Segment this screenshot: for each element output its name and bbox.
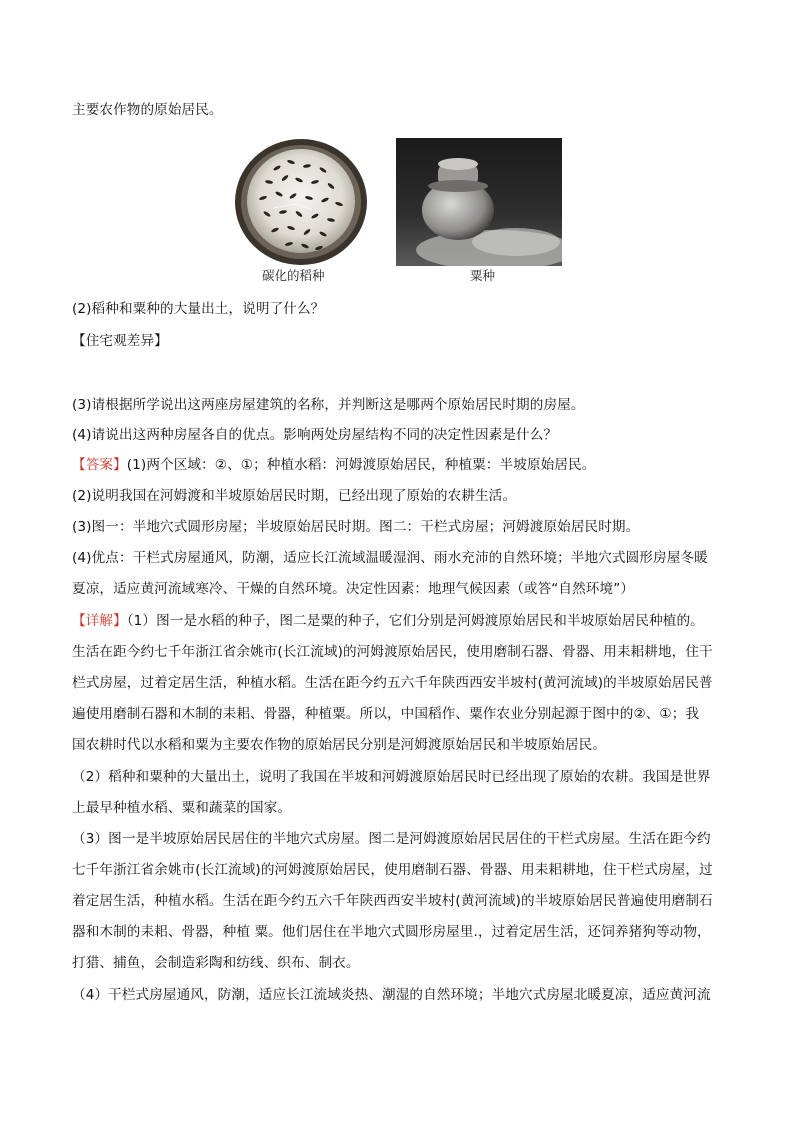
detail-1-line-2: 生活在距今约七千年浙江省余姚市(长江流域)的河姆渡原始居民，使用磨制石器、骨器、用耒耜耕地，住干 (72, 644, 713, 660)
answer-line-1 (72, 455, 732, 475)
detail-3-line-2: 七千年浙江省余姚市(长江流域)的河姆渡原始居民，使用磨制石器、骨器、用耒耜耕地，住干栏式房屋，过 (72, 862, 713, 878)
detail-2-line-1: （2）稻种和粟种的大量出土，说明了我国在半坡和河姆渡原始居民时已经出现了原始的农耕。我国是世界 (72, 769, 711, 785)
detail-4-line-1: （4）干栏式房屋通风，防潮，适应长江流域炎热、潮湿的自然环境；半地穴式房屋北暖夏凉，适应黄河流 (72, 987, 711, 1003)
answer-3: (3)图一：半地穴式圆形房屋；半坡原始居民时期。图二：干栏式房屋；河姆渡原始居民时期。 (72, 519, 640, 535)
question-4: (4)请说出这两种房屋各自的优点。影响两处房屋结构不同的决定性因素是什么？ (72, 427, 558, 443)
millet-seed-image (396, 138, 562, 266)
left-figure-caption: 碳化的稻种 (262, 268, 325, 283)
detail-2-line-2: 上最早种植水稻、粟和蔬菜的国家。 (72, 800, 292, 816)
detail-line-1 (72, 611, 732, 631)
detail-3-line-3: 着定居生活，种植水稻。生活在距今约五六千年陕西西安半坡村(黄河流域)的半坡原始居民普遍使用磨制石 (72, 893, 713, 909)
detail-3-line-5: 打猎、捕鱼，会制造彩陶和纺线、织布、制衣。 (72, 955, 360, 971)
intro-text: 主要农作物的原始居民。 (72, 102, 223, 118)
detail-1-line-4: 遍使用磨制石器和木制的耒耜、骨器，种植粟。所以，中国稻作、粟作农业分别起源于图中的②、①；我 (72, 706, 700, 722)
detail-1-line-5: 国农耕时代以水稻和粟为主要农作物的原始居民分别是河姆渡原始居民和半坡原始居民。 (72, 737, 607, 753)
detail-3-line-1: （3）图一是半坡原始居民居住的半地穴式房屋。图二是河姆渡原始居民居住的干栏式房屋。生活在距今约 (72, 831, 711, 847)
carbonized-rice-seed-image (233, 138, 369, 266)
question-3: (3)请根据所学说出这两座房屋建筑的名称，并判断这是哪两个原始居民时期的房屋。 (72, 397, 585, 413)
answer-4-line-2: 夏凉，适应黄河流域寒冷、干燥的自然环境。决定性因素：地理气候因素（或答“自然环境”） (72, 581, 635, 597)
answer-2: (2)说明我国在河姆渡和半坡原始居民时期，已经出现了原始的农耕生活。 (72, 488, 517, 504)
detail-label: 【详解】 (72, 613, 127, 629)
question-2: (2)稻种和粟种的大量出土，说明了什么？ (72, 301, 325, 317)
right-figure-caption: 粟种 (470, 268, 496, 283)
answer-label: 【答案】 (72, 457, 127, 473)
section-heading: 【住宅观差异】 (72, 333, 168, 349)
answer-4-line-1: (4)优点：干栏式房屋通风，防潮，适应长江流域温暖湿润、雨水充沛的自然环境；半地穴式圆形房屋冬暖 (72, 550, 708, 566)
detail-3-line-4: 器和木制的耒耜、骨器，种植 粟。他们居住在半地穴式圆形房屋里.，过着定居生活，还饲养猪狗等动物， (72, 924, 711, 940)
detail-1-text: （1）图一是水稻的种子，图二是粟的种子，它们分别是河姆渡原始居民和半坡原始居民种植的。 (126, 613, 704, 629)
answer-1-text: (1)两个区域：②、①；种植水稻：河姆渡原始居民，种植粟：半坡原始居民。 (126, 457, 596, 473)
detail-1-line-3: 栏式房屋，过着定居生活，种植水稻。生活在距今约五六千年陕西西安半坡村(黄河流域)的半坡原始居民普 (72, 675, 713, 691)
